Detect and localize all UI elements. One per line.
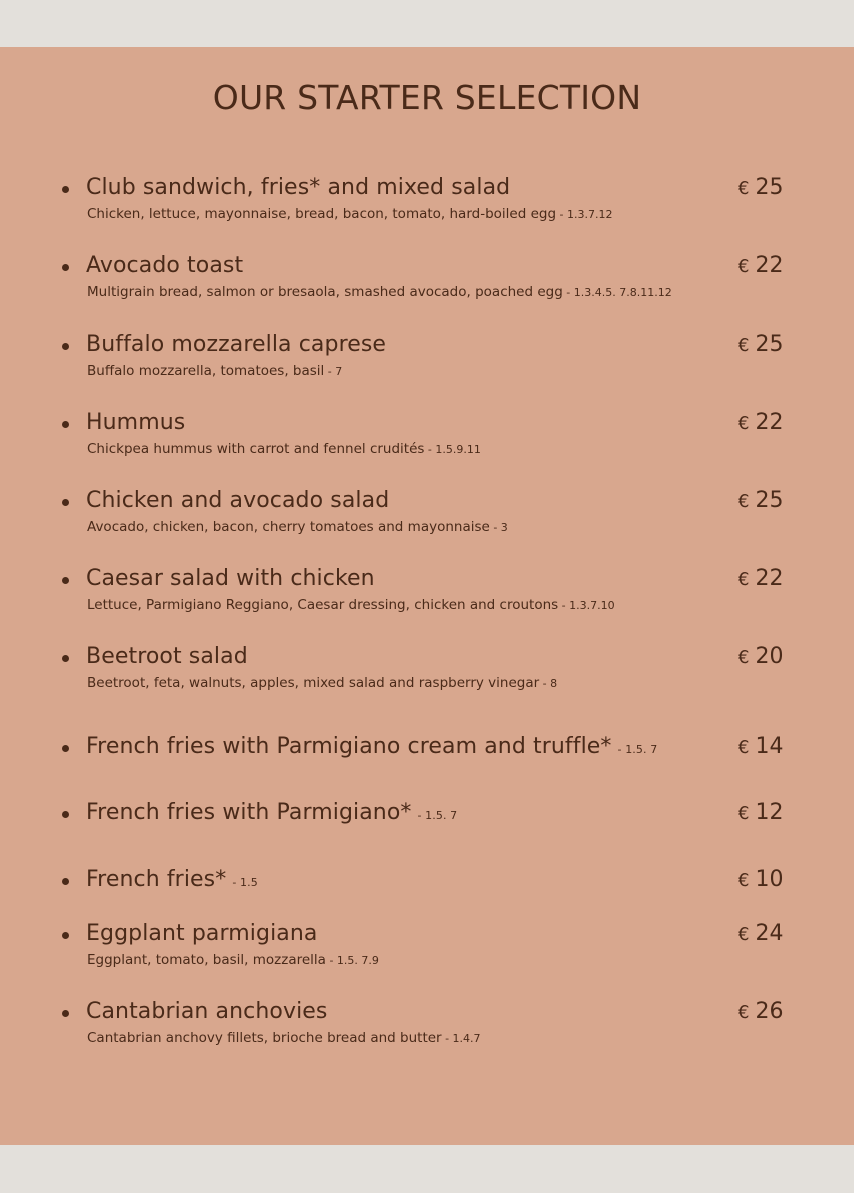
currency-symbol: € (738, 491, 750, 512)
bullet-icon (62, 264, 69, 271)
item-price: € 25 (738, 332, 784, 357)
item-description: Avocado, chicken, bacon, cherry tomatoes and mayonnaise - 3 (87, 519, 508, 535)
allergen-code: - 3 (489, 521, 508, 534)
menu-page (0, 47, 854, 1145)
item-name: Cantabrian anchovies (86, 999, 328, 1024)
currency-symbol: € (738, 178, 750, 199)
item-price: € 20 (738, 644, 784, 669)
currency-symbol: € (738, 803, 750, 824)
currency-symbol: € (738, 569, 750, 590)
currency-symbol: € (738, 335, 750, 356)
item-name: Caesar salad with chicken (86, 566, 375, 591)
bullet-icon (62, 421, 69, 428)
allergen-code: - 1.5.9.11 (424, 443, 481, 456)
bullet-icon (62, 499, 69, 506)
allergen-code: - 1.5. 7 (617, 743, 658, 756)
bullet-icon (62, 186, 69, 193)
allergen-code: - 1.3.7.10 (558, 599, 615, 612)
item-name: Hummus (86, 410, 186, 435)
item-price: € 25 (738, 175, 784, 200)
allergen-code: - 1.3.4.5. 7.8.11.12 (562, 286, 672, 299)
allergen-code: - 7 (324, 365, 343, 378)
item-description: Lettuce, Parmigiano Reggiano, Caesar dressing, chicken and croutons - 1.3.7.10 (87, 597, 615, 613)
menu-title: OUR STARTER SELECTION (212, 78, 642, 117)
allergen-code: - 1.5. 7.9 (325, 954, 379, 967)
item-name: Beetroot salad (86, 644, 248, 669)
currency-symbol: € (738, 1002, 750, 1023)
bullet-icon (62, 655, 69, 662)
item-price: € 22 (738, 410, 784, 435)
item-description: Eggplant, tomato, basil, mozzarella - 1.5. 7.9 (87, 952, 379, 968)
bullet-icon (62, 932, 69, 939)
item-name: Eggplant parmigiana (86, 921, 318, 946)
currency-symbol: € (738, 870, 750, 891)
item-description: Cantabrian anchovy fillets, brioche bread and butter - 1.4.7 (87, 1030, 481, 1046)
item-price: € 24 (738, 921, 784, 946)
currency-symbol: € (738, 737, 750, 758)
allergen-code: - 1.4.7 (441, 1032, 481, 1045)
item-price: € 22 (738, 566, 784, 591)
allergen-code: - 8 (539, 677, 558, 690)
item-description: Chicken, lettuce, mayonnaise, bread, bacon, tomato, hard-boiled egg - 1.3.7.12 (87, 206, 613, 222)
item-price: € 10 (738, 867, 784, 892)
item-price: € 26 (738, 999, 784, 1024)
item-description: Buffalo mozzarella, tomatoes, basil - 7 (87, 363, 343, 379)
bullet-icon (62, 1010, 69, 1017)
item-name: Club sandwich, fries* and mixed salad (86, 175, 511, 200)
bullet-icon (62, 343, 69, 350)
item-name: Chicken and avocado salad (86, 488, 390, 513)
item-name: Avocado toast (86, 253, 244, 278)
bullet-icon (62, 811, 69, 818)
currency-symbol: € (738, 413, 750, 434)
item-price: € 12 (738, 800, 784, 825)
bullet-icon (62, 745, 69, 752)
allergen-code: - 1.3.7.12 (556, 208, 613, 221)
allergen-code: - 1.5 (232, 876, 258, 889)
currency-symbol: € (738, 256, 750, 277)
item-price: € 25 (738, 488, 784, 513)
item-name: French fries* - 1.5 (86, 867, 258, 892)
item-name: Buffalo mozzarella caprese (86, 332, 387, 357)
item-price: € 14 (738, 734, 784, 759)
item-description: Multigrain bread, salmon or bresaola, smashed avocado, poached egg - 1.3.4.5. 7.8.11.12 (87, 284, 672, 300)
bullet-icon (62, 878, 69, 885)
item-name: French fries with Parmigiano* - 1.5. 7 (86, 800, 458, 825)
item-description: Chickpea hummus with carrot and fennel crudités - 1.5.9.11 (87, 441, 481, 457)
bullet-icon (62, 577, 69, 584)
item-price: € 22 (738, 253, 784, 278)
currency-symbol: € (738, 647, 750, 668)
item-description: Beetroot, feta, walnuts, apples, mixed salad and raspberry vinegar - 8 (87, 675, 558, 691)
currency-symbol: € (738, 924, 750, 945)
allergen-code: - 1.5. 7 (417, 809, 458, 822)
item-name: French fries with Parmigiano cream and truffle* - 1.5. 7 (86, 734, 658, 759)
